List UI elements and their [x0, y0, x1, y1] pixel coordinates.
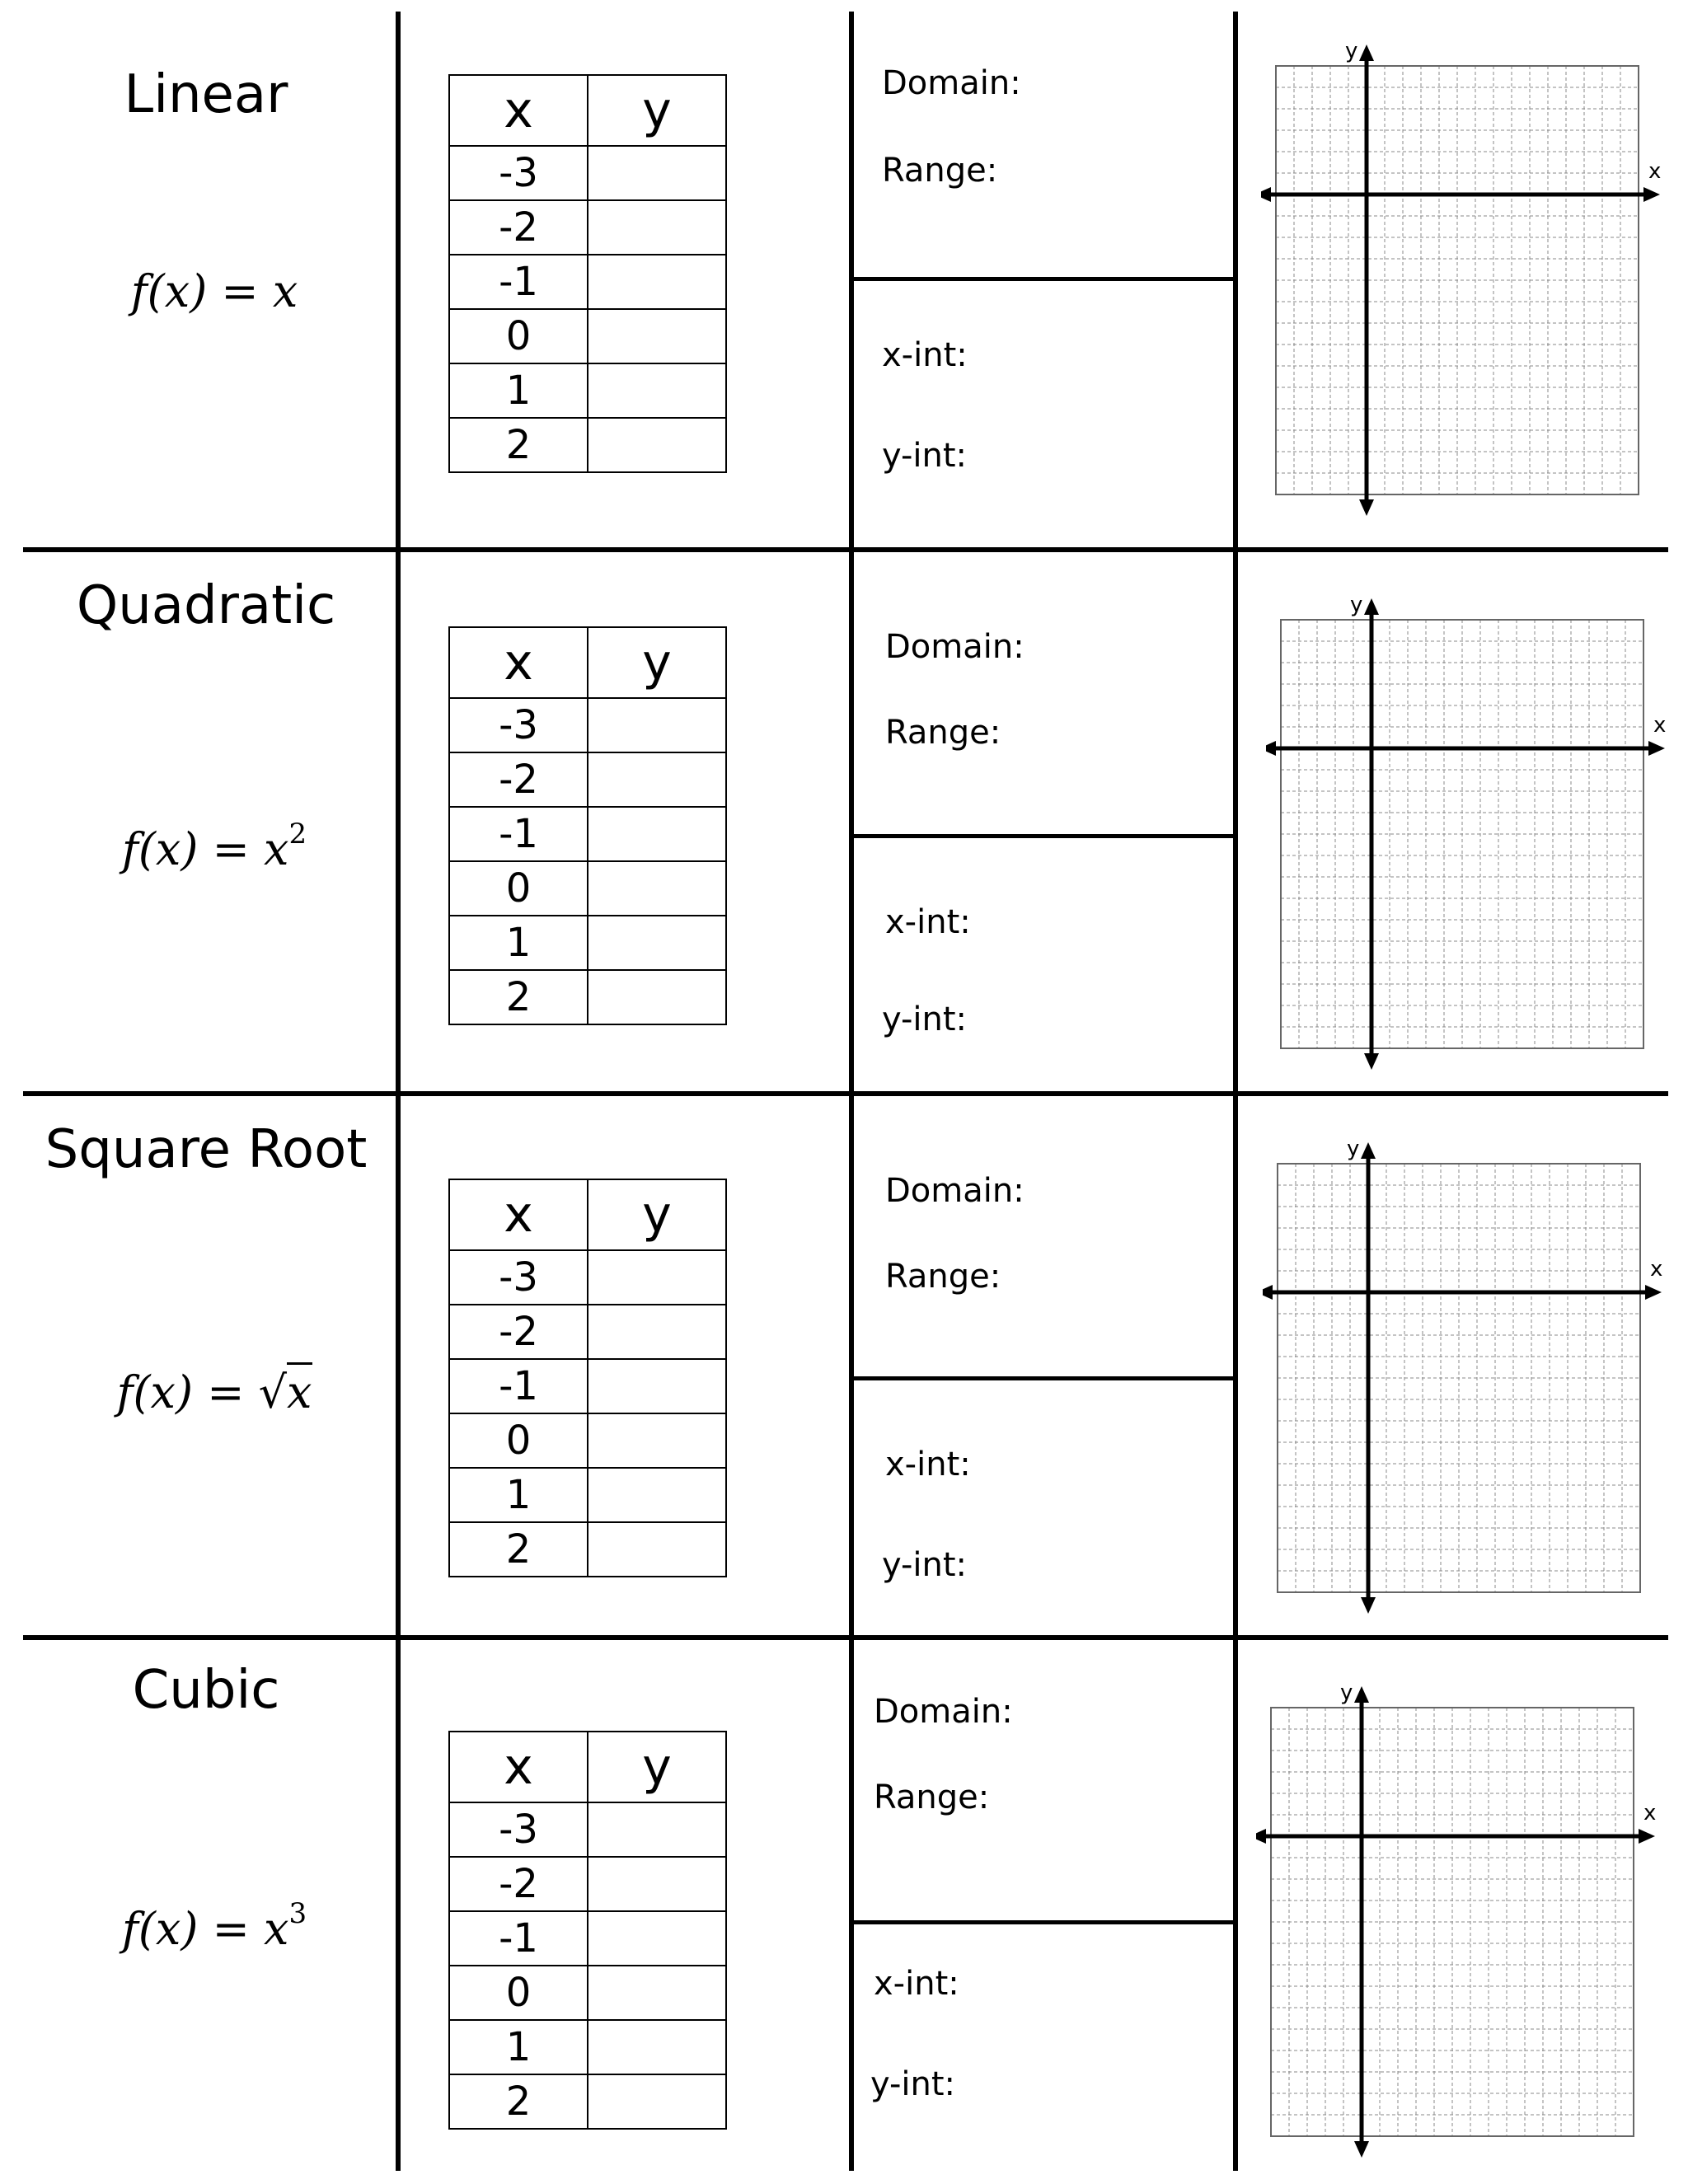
function-name: Linear [124, 64, 288, 125]
y-cell[interactable] [588, 752, 726, 807]
row-divider-2 [23, 1091, 1668, 1096]
arrow-down-icon [1359, 499, 1374, 516]
y-cell[interactable] [588, 1305, 726, 1359]
y-cell[interactable] [588, 2020, 726, 2074]
x-value: -2 [449, 200, 588, 255]
x-value: 0 [449, 309, 588, 363]
x-value: 0 [449, 1413, 588, 1468]
y-cell[interactable] [588, 1468, 726, 1522]
coordinate-grid [1261, 33, 1673, 527]
function-formula [41, 1897, 387, 1955]
arrow-right-icon [1643, 187, 1660, 202]
coordinate-grid [1256, 1675, 1668, 2169]
y-cell[interactable] [588, 255, 726, 309]
x-value: -1 [449, 807, 588, 861]
x-int-label: x-int: [885, 903, 971, 941]
range-label: Range: [882, 152, 998, 190]
y-cell[interactable] [588, 1857, 726, 1911]
x-value: -3 [449, 146, 588, 200]
formula-lhs: f(x) = [116, 1366, 259, 1418]
y-axis-label: y [1347, 1137, 1360, 1161]
function-name: Cubic [132, 1660, 280, 1721]
formula-var: x [264, 1903, 289, 1955]
function-name: Square Root [45, 1119, 368, 1180]
y-cell[interactable] [588, 1359, 726, 1413]
coordinate-grid [1263, 1131, 1675, 1625]
x-axis-label: x [1653, 713, 1667, 738]
x-value: 1 [449, 363, 588, 418]
x-int-label: x-int: [885, 1446, 971, 1483]
y-cell[interactable] [588, 1802, 726, 1857]
x-value: 0 [449, 861, 588, 916]
x-int-label: x-int: [874, 1965, 959, 2003]
x-header: x [449, 1179, 588, 1250]
range-label: Range: [885, 1258, 1001, 1296]
arrow-left-icon [1261, 187, 1271, 202]
x-value: 1 [449, 1468, 588, 1522]
x-value: -2 [449, 1305, 588, 1359]
y-cell[interactable] [588, 2074, 726, 2129]
x-value: -2 [449, 752, 588, 807]
y-cell[interactable] [588, 861, 726, 916]
x-value: 1 [449, 2020, 588, 2074]
x-value: 1 [449, 916, 588, 970]
y-int-label: y-int: [870, 2065, 956, 2103]
arrow-down-icon [1364, 1053, 1379, 1070]
y-header: y [588, 75, 726, 146]
function-formula [41, 265, 387, 317]
domain-intercept-divider [849, 1376, 1238, 1380]
y-int-label: y-int: [882, 1001, 968, 1038]
xy-table [448, 626, 727, 1025]
formula-exponent: 2 [288, 818, 307, 851]
x-value: -1 [449, 1359, 588, 1413]
y-int-label: y-int: [882, 437, 968, 475]
y-int-label: y-int: [882, 1546, 968, 1584]
arrow-up-icon [1361, 1142, 1376, 1159]
y-cell[interactable] [588, 1966, 726, 2020]
row-divider-1 [23, 547, 1668, 552]
range-label: Range: [874, 1779, 990, 1816]
function-formula [41, 1366, 387, 1418]
domain-intercept-divider [849, 1920, 1238, 1924]
formula-var: x [264, 823, 289, 875]
function-name: Quadratic [76, 575, 336, 636]
x-value: 0 [449, 1966, 588, 2020]
domain-intercept-divider [849, 277, 1238, 281]
arrow-right-icon [1639, 1829, 1655, 1844]
arrow-right-icon [1645, 1285, 1662, 1300]
formula-lhs: f(x) = [121, 823, 265, 875]
y-cell[interactable] [588, 146, 726, 200]
formula-lhs: f(x) = [121, 1903, 265, 1955]
x-value: 2 [449, 970, 588, 1024]
xy-table [448, 74, 727, 473]
y-axis-label: y [1340, 1680, 1353, 1705]
x-value: -3 [449, 1250, 588, 1305]
xy-table [448, 1179, 727, 1577]
y-axis-label: y [1345, 39, 1358, 63]
y-cell[interactable] [588, 1413, 726, 1468]
x-header: x [449, 627, 588, 698]
formula-var: x [287, 1362, 312, 1418]
y-cell[interactable] [588, 698, 726, 752]
y-cell[interactable] [588, 200, 726, 255]
x-value: 2 [449, 2074, 588, 2129]
coordinate-grid [1266, 587, 1678, 1081]
y-header: y [588, 627, 726, 698]
range-label: Range: [885, 714, 1001, 752]
y-cell[interactable] [588, 970, 726, 1024]
y-cell[interactable] [588, 1911, 726, 1966]
arrow-left-icon [1263, 1285, 1273, 1300]
x-value: -3 [449, 1802, 588, 1857]
function-formula [41, 818, 387, 875]
x-value: 2 [449, 418, 588, 472]
y-cell[interactable] [588, 309, 726, 363]
domain-label: Domain: [885, 1172, 1025, 1210]
y-cell[interactable] [588, 916, 726, 970]
y-cell[interactable] [588, 1250, 726, 1305]
formula-var: x [272, 265, 298, 317]
y-cell[interactable] [588, 363, 726, 418]
y-header: y [588, 1179, 726, 1250]
y-cell[interactable] [588, 1522, 726, 1577]
x-value: 2 [449, 1522, 588, 1577]
arrow-left-icon [1266, 741, 1276, 756]
y-cell[interactable] [588, 807, 726, 861]
formula-exponent: 3 [288, 1897, 307, 1930]
domain-label: Domain: [882, 64, 1021, 102]
x-value: -2 [449, 1857, 588, 1911]
y-cell[interactable] [588, 418, 726, 472]
arrow-up-icon [1364, 598, 1379, 615]
row-divider-3 [23, 1635, 1668, 1640]
arrow-up-icon [1359, 45, 1374, 61]
arrow-up-icon [1354, 1686, 1369, 1703]
xy-table [448, 1731, 727, 2130]
arrow-down-icon [1361, 1597, 1376, 1614]
y-header: y [588, 1732, 726, 1802]
domain-intercept-divider [849, 834, 1238, 838]
arrow-left-icon [1256, 1829, 1266, 1844]
formula-lhs: f(x) = [130, 265, 273, 317]
arrow-right-icon [1648, 741, 1665, 756]
x-header: x [449, 75, 588, 146]
domain-label: Domain: [885, 628, 1025, 666]
x-axis-label: x [1650, 1257, 1663, 1282]
x-int-label: x-int: [882, 336, 968, 374]
x-value: -1 [449, 255, 588, 309]
y-axis-label: y [1350, 593, 1363, 617]
x-axis-label: x [1648, 159, 1662, 184]
x-value: -1 [449, 1911, 588, 1966]
radical-sign: √ [258, 1366, 288, 1418]
domain-label: Domain: [874, 1693, 1013, 1731]
arrow-down-icon [1354, 2141, 1369, 2158]
x-header: x [449, 1732, 588, 1802]
x-value: -3 [449, 698, 588, 752]
x-axis-label: x [1643, 1801, 1657, 1825]
